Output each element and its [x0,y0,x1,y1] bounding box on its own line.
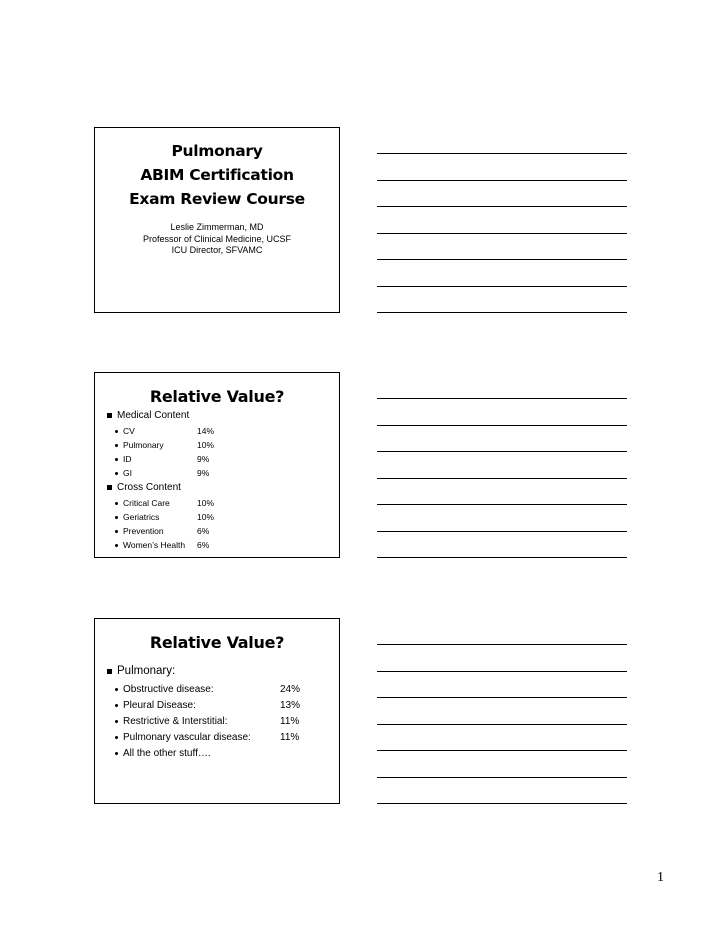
list-item [115,438,214,452]
item-value: 9% [197,468,210,478]
item-value: 10% [197,512,215,522]
item-value: 13% [280,699,301,711]
square-bullet-icon [107,669,112,674]
list-item [115,681,300,697]
note-line [377,451,627,452]
slide-3-title: Relative Value? [149,633,285,652]
slide-1-subtitle [95,222,339,257]
item-label: GI [123,468,132,478]
dot-bullet-icon [115,444,118,447]
section-heading-label: Cross Content [117,482,181,493]
section-heading [107,663,175,679]
item-label: Pleural Disease: [123,699,196,711]
note-line [377,259,627,260]
list-item [115,697,300,713]
slide-1-title [95,139,339,211]
list-item [115,510,214,524]
list-item [115,424,214,438]
section-heading-label: Pulmonary: [117,665,176,677]
note-line [377,750,627,751]
slide-2-title: Relative Value? [149,387,285,406]
page-number: 1 [657,870,664,885]
list-item [115,729,299,745]
item-label: Restrictive & Interstitial: [123,715,228,727]
note-line [377,671,627,672]
item-label: Pulmonary [123,440,164,450]
title-line: Pulmonary [171,142,263,160]
title-line: ABIM Certification [140,166,294,184]
note-line [377,478,627,479]
dot-bullet-icon [115,688,118,691]
dot-bullet-icon [115,544,118,547]
dot-bullet-icon [115,430,118,433]
slide-1 [94,127,340,313]
author-title: Professor of Clinical Medicine, UCSF [142,233,292,244]
section-heading-label: Medical Content [117,410,190,421]
list-item [115,466,209,480]
item-label: Geriatrics [123,512,160,522]
note-line [377,697,627,698]
item-label: Prevention [123,526,164,536]
dot-bullet-icon [115,530,118,533]
note-line [377,153,627,154]
dot-bullet-icon [115,502,118,505]
section-heading [107,409,189,422]
slide-2 [94,372,340,558]
item-value: 14% [197,426,215,436]
square-bullet-icon [107,413,112,418]
dot-bullet-icon [115,472,118,475]
note-line [377,180,627,181]
item-label: Critical Care [123,498,170,508]
list-item [115,713,299,729]
item-label: CV [123,426,135,436]
item-label: Women’s Health [123,540,186,550]
slide-3 [94,618,340,804]
note-line [377,504,627,505]
square-bullet-icon [107,485,112,490]
item-value: 6% [197,540,210,550]
dot-bullet-icon [115,516,118,519]
list-item [115,538,209,552]
note-line [377,233,627,234]
item-value: 10% [197,440,215,450]
note-line [377,312,627,313]
title-line: Exam Review Course [129,190,305,208]
list-item [115,496,214,510]
list-item [115,524,209,538]
note-line [377,425,627,426]
list-item [115,452,209,466]
item-value: 24% [280,683,301,695]
item-value: 10% [197,498,215,508]
item-value: 9% [197,454,210,464]
note-line [377,398,627,399]
note-line [377,803,627,804]
note-line [377,724,627,725]
item-value: 11% [280,731,300,743]
author-role: ICU Director, SFVAMC [171,245,263,255]
note-line [377,644,627,645]
author-name: Leslie Zimmerman, MD [170,222,264,232]
dot-bullet-icon [115,458,118,461]
note-line [377,531,627,532]
item-value: 11% [280,715,300,727]
item-label: All the other stuff…. [123,747,211,759]
note-line [377,557,627,558]
dot-bullet-icon [115,736,118,739]
dot-bullet-icon [115,704,118,707]
dot-bullet-icon [115,720,118,723]
note-line [377,206,627,207]
item-value: 6% [197,526,210,536]
note-line [377,777,627,778]
section-heading [107,481,181,494]
item-label: ID [123,454,132,464]
item-label: Pulmonary vascular disease: [123,731,251,743]
list-item [115,745,280,761]
note-line [377,286,627,287]
dot-bullet-icon [115,752,118,755]
item-label: Obstructive disease: [123,683,214,695]
